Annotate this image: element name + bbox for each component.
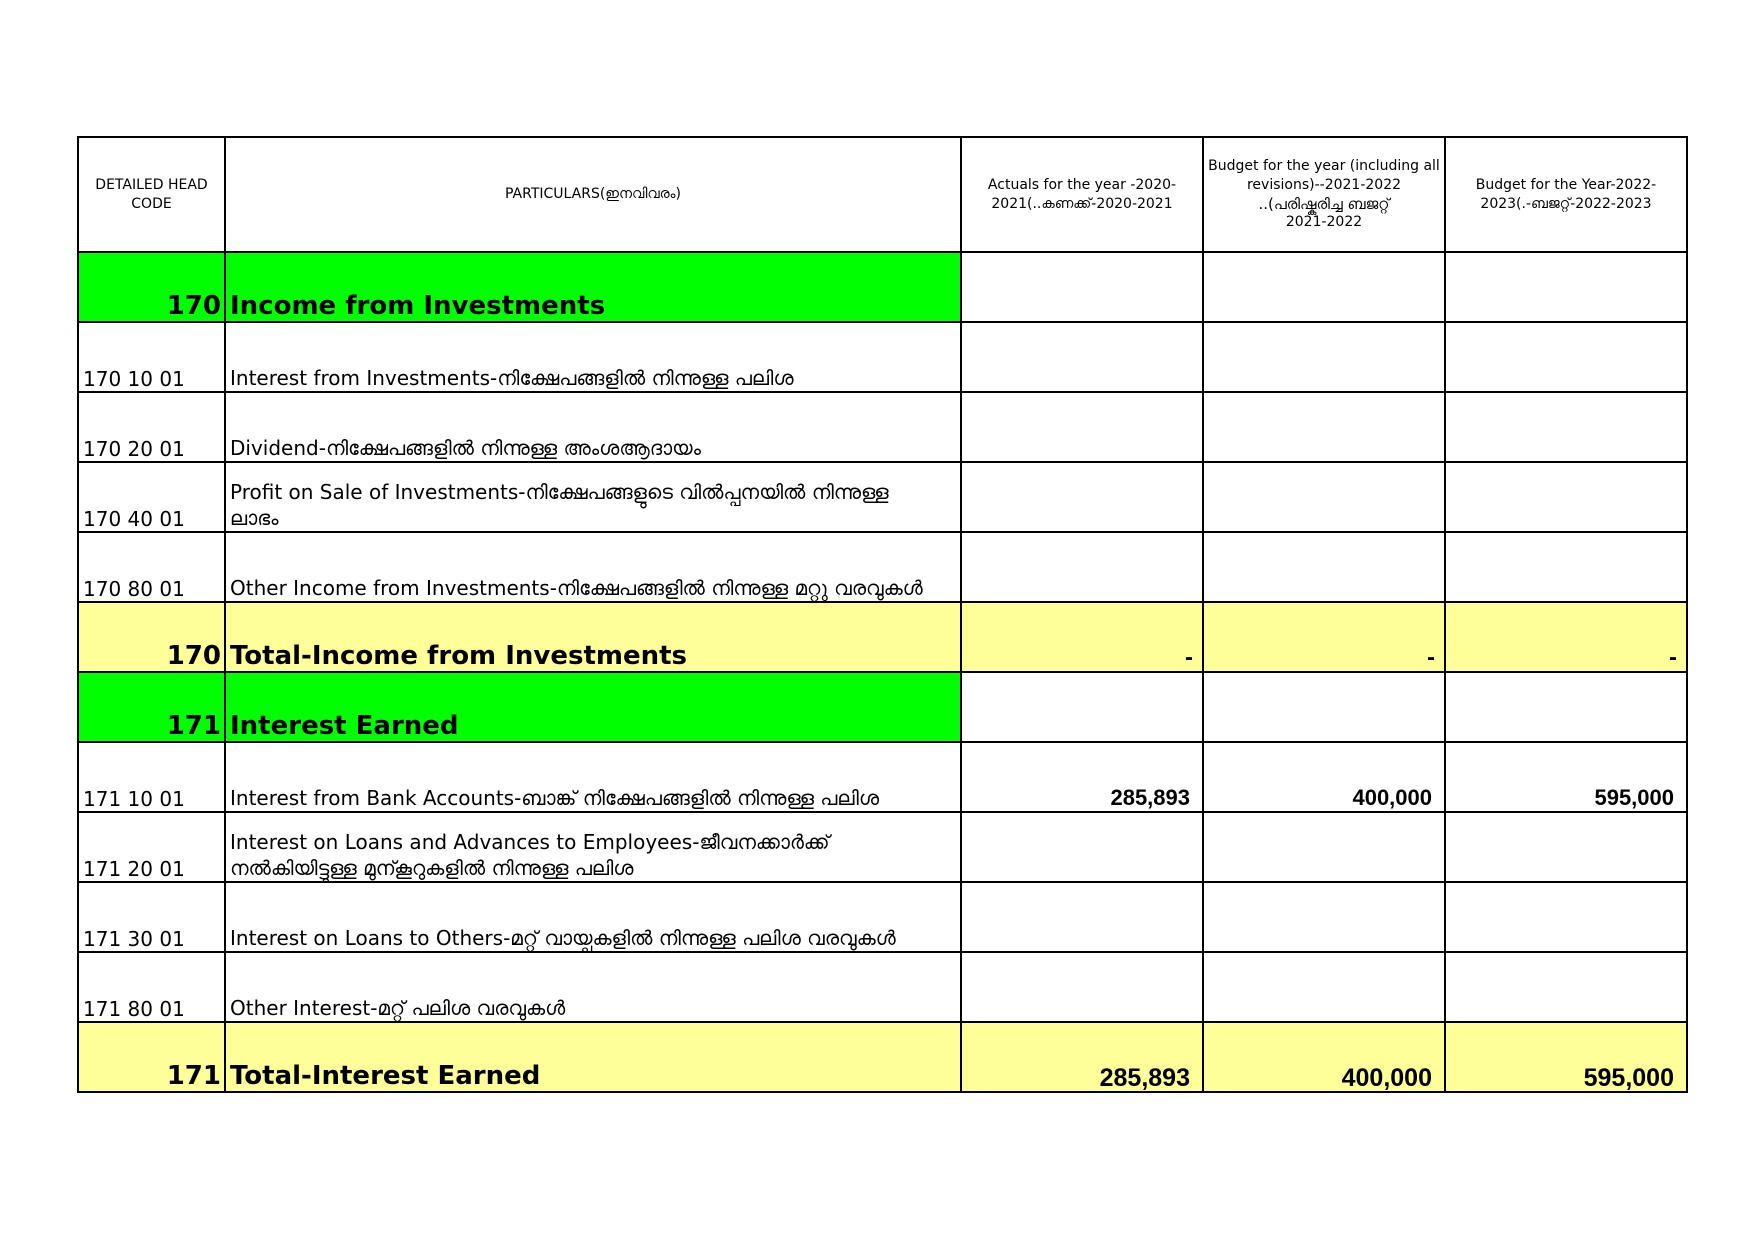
header-code: DETAILED HEAD CODE <box>78 137 225 252</box>
actuals-cell: - <box>961 602 1203 672</box>
actuals-cell <box>961 322 1203 392</box>
code-cell: 170 <box>78 602 225 672</box>
actuals-cell <box>961 462 1203 532</box>
table-row <box>78 392 1687 462</box>
budget-next-cell <box>1445 882 1687 952</box>
particulars-cell: Dividend-നിക്ഷേപങ്ങളിൽ നിന്നുള്ള അംശആദായം <box>225 392 961 462</box>
budget-current-cell <box>1203 812 1445 882</box>
code-cell: 171 20 01 <box>78 812 225 882</box>
code-cell: 171 10 01 <box>78 742 225 812</box>
actuals-cell: 285,893 <box>961 1022 1203 1092</box>
code-cell: 171 30 01 <box>78 882 225 952</box>
header-budget-current-en: Budget for the year (including all revisions)--2021-2022 <box>1208 158 1440 193</box>
budget-current-cell <box>1203 952 1445 1022</box>
budget-next-cell <box>1445 812 1687 882</box>
table-row <box>78 532 1687 602</box>
budget-next-cell <box>1445 672 1687 742</box>
budget-next-cell <box>1445 952 1687 1022</box>
actuals-cell <box>961 882 1203 952</box>
header-budget-current-ml: ..(പരിഷ്കരിച്ച ബജറ്റ് <box>1258 195 1390 213</box>
code-cell: 170 10 01 <box>78 322 225 392</box>
actuals-cell <box>961 392 1203 462</box>
group-header-row <box>78 672 1687 742</box>
budget-current-cell <box>1203 252 1445 322</box>
particulars-cell: Total-Interest Earned <box>225 1022 961 1092</box>
budget-next-cell: 595,000 <box>1445 1022 1687 1092</box>
particulars-cell: Profit on Sale of Investments-നിക്ഷേപങ്ങളുടെ വിൽപ്പനയിൽ നിന്നുള്ള ലാഭം <box>225 462 961 532</box>
group-header-row <box>78 252 1687 322</box>
table-row <box>78 882 1687 952</box>
code-cell: 171 <box>78 1022 225 1092</box>
particulars-cell: Interest Earned <box>225 672 961 742</box>
code-cell: 170 <box>78 252 225 322</box>
header-budget-current-year: 2021-2022 <box>1285 214 1363 230</box>
particulars-cell: Other Income from Investments-നിക്ഷേപങ്ങളിൽ നിന്നുള്ള മറ്റു വരവുകൾ <box>225 532 961 602</box>
budget-current-cell <box>1203 882 1445 952</box>
budget-current-cell <box>1203 462 1445 532</box>
actuals-cell: 285,893 <box>961 742 1203 812</box>
header-budget-current <box>1203 137 1445 252</box>
particulars-cell: Interest from Investments-നിക്ഷേപങ്ങളിൽ നിന്നുള്ള പലിശ <box>225 322 961 392</box>
header-particulars: PARTICULARS(ഇനവിവരം) <box>225 137 961 252</box>
actuals-cell <box>961 532 1203 602</box>
actuals-cell <box>961 252 1203 322</box>
particulars-cell: Interest on Loans and Advances to Employees-ജീവനക്കാർക്ക് നൽകിയിട്ടുള്ള മുന്കൂറുകളിൽ നിന്നുള്ള പലിശ <box>225 812 961 882</box>
table-row <box>78 322 1687 392</box>
budget-next-cell <box>1445 462 1687 532</box>
budget-next-cell <box>1445 252 1687 322</box>
particulars-cell: Interest on Loans to Others-മറ്റ് വായ്പകളിൽ നിന്നുള്ള പലിശ വരവുകൾ <box>225 882 961 952</box>
code-cell: 171 <box>78 672 225 742</box>
code-cell: 171 80 01 <box>78 952 225 1022</box>
total-row <box>78 1022 1687 1092</box>
actuals-cell <box>961 952 1203 1022</box>
header-budget-next: Budget for the Year-2022-2023(.-ബജറ്റ്-2022-2023 <box>1445 137 1687 252</box>
budget-current-cell <box>1203 532 1445 602</box>
particulars-cell: Interest from Bank Accounts-ബാങ്ക് നിക്ഷേപങ്ങളിൽ നിന്നുള്ള പലിശ <box>225 742 961 812</box>
budget-current-cell: 400,000 <box>1203 742 1445 812</box>
code-cell: 170 20 01 <box>78 392 225 462</box>
budget-next-cell: 595,000 <box>1445 742 1687 812</box>
budget-current-cell <box>1203 672 1445 742</box>
budget-next-cell: - <box>1445 602 1687 672</box>
budget-current-cell <box>1203 322 1445 392</box>
particulars-cell: Total-Income from Investments <box>225 602 961 672</box>
particulars-cell: Income from Investments <box>225 252 961 322</box>
header-row <box>78 137 1687 252</box>
table-row <box>78 742 1687 812</box>
budget-next-cell <box>1445 392 1687 462</box>
actuals-cell <box>961 672 1203 742</box>
budget-current-cell: - <box>1203 602 1445 672</box>
budget-current-cell: 400,000 <box>1203 1022 1445 1092</box>
header-actuals: Actuals for the year -2020-2021(..കണക്ക്-2020-2021 <box>961 137 1203 252</box>
table-body <box>78 252 1687 1092</box>
code-cell: 170 40 01 <box>78 462 225 532</box>
particulars-cell: Other Interest-മറ്റ് പലിശ വരവുകൾ <box>225 952 961 1022</box>
table-row <box>78 462 1687 532</box>
budget-next-cell <box>1445 532 1687 602</box>
actuals-cell <box>961 812 1203 882</box>
table-row <box>78 812 1687 882</box>
budget-current-cell <box>1203 392 1445 462</box>
code-cell: 170 80 01 <box>78 532 225 602</box>
table-row <box>78 952 1687 1022</box>
budget-next-cell <box>1445 322 1687 392</box>
total-row <box>78 602 1687 672</box>
budget-table <box>77 136 1688 1093</box>
